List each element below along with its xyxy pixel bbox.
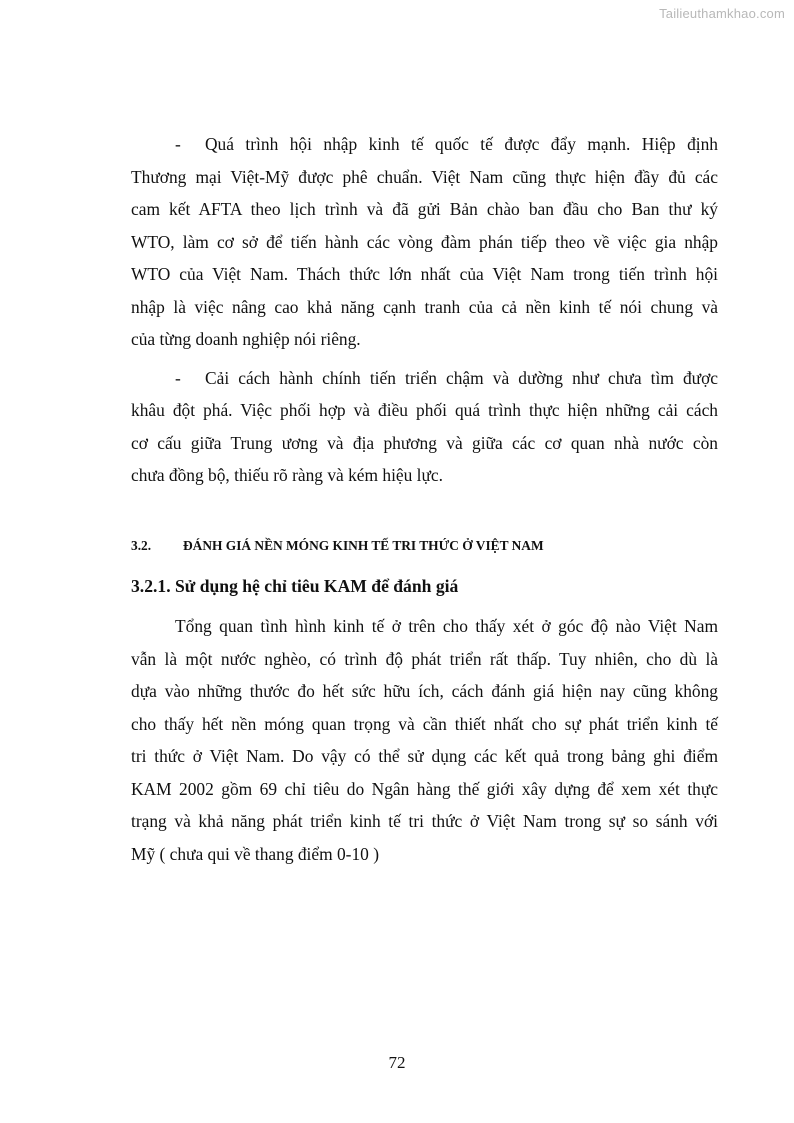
bullet-item <box>131 128 718 356</box>
text-line: cơ cấu giữa Trung ương và địa phương và giữa các cơ quan nhà nước còn <box>131 432 718 453</box>
text-line: vẫn là một nước nghèo, có trình độ phát triển rất thấp. Tuy nhiên, cho dù là <box>131 648 718 669</box>
page-number: 72 <box>388 1053 406 1072</box>
text-line: trạng và khả năng phát triển kinh tế tri thức ở Việt Nam trong sự so sánh với <box>131 811 718 831</box>
text-line: Thương mại Việt-Mỹ được phê chuẩn. Việt Nam cũng thực hiện đầy đủ các <box>131 166 718 187</box>
text-line: cam kết AFTA theo lịch trình và đã gửi Bản chào ban đầu cho Ban thư ký <box>131 199 718 219</box>
section-title: ĐÁNH GIÁ NỀN MÓNG KINH TẾ TRI THỨC Ở VIỆT NAM <box>183 538 544 553</box>
bullet-list <box>131 128 718 492</box>
body-paragraph <box>131 610 718 870</box>
text-line: chưa đồng bộ, thiếu rõ ràng và kém hiệu lực. <box>131 465 443 485</box>
text-line: tri thức ở Việt Nam. Do vậy có thể sử dụng các kết quả trong bảng ghi điểm <box>131 746 718 766</box>
text-line: dựa vào những thước đo hết sức hữu ích, cách đánh giá hiện nay cũng không <box>131 681 718 701</box>
section-number: 3.2. <box>131 538 152 553</box>
text-line: nhập là việc nâng cao khả năng cạnh tranh của cả nền kinh tế nói chung và <box>131 296 718 317</box>
bullet-first-line: - Quá trình hội nhập kinh tế quốc tế được đẩy mạnh. Hiệp định <box>131 128 718 161</box>
bullet-first-line: - Cải cách hành chính tiến triển chậm và dường như chưa tìm được <box>131 362 718 395</box>
text-line: khâu đột phá. Việc phối hợp và điều phối quá trình thực hiện những cải cách <box>131 400 718 420</box>
bullet-dash: - <box>175 367 181 388</box>
text-line: cho thấy hết nền móng quan trọng và cần thiết nhất cho sự phát triển kinh tế <box>131 713 718 734</box>
text-line: WTO của Việt Nam. Thách thức lớn nhất của Việt Nam trong tiến trình hội <box>131 264 718 284</box>
text-line: Tổng quan tình hình kinh tế ở trên cho thấy xét ở góc độ nào Việt Nam <box>175 616 718 636</box>
watermark: Tailieuthamkhao.com <box>659 6 785 21</box>
text-line: Mỹ ( chưa qui về thang điểm 0-10 ) <box>131 843 380 864</box>
text-line: WTO, làm cơ sở để tiến hành các vòng đàm phán tiếp theo về việc gia nhập <box>131 231 718 252</box>
text-line: của từng doanh nghiệp nói riêng. <box>131 329 361 349</box>
subsection-heading: 3.2.1. Sử dụng hệ chỉ tiêu KAM để đánh giá <box>131 576 459 596</box>
bullet-item <box>131 362 718 492</box>
bullet-dash: - <box>175 134 181 154</box>
section-heading <box>131 538 544 554</box>
text-line: KAM 2002 gồm 69 chỉ tiêu do Ngân hàng thế giới xây dựng để xem xét thực <box>131 778 718 799</box>
